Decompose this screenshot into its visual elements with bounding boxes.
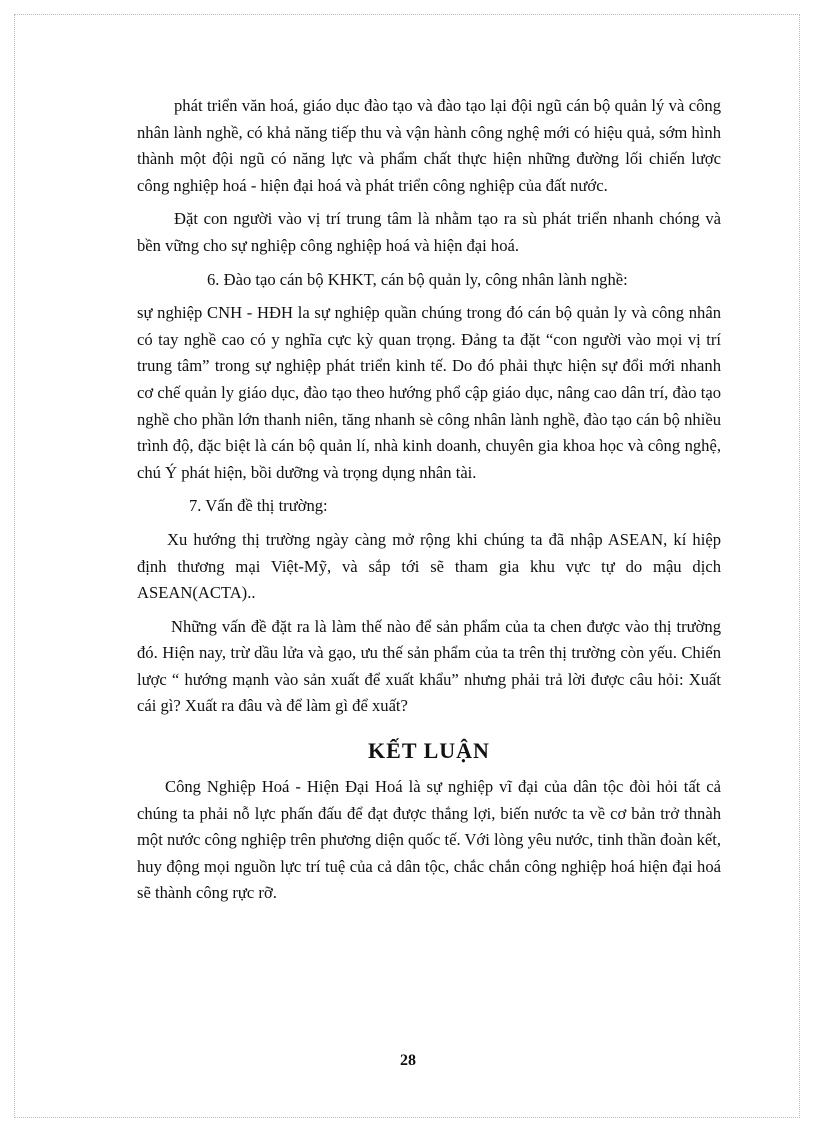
paragraph-training-cadres: sự nghiệp CNH - HĐH la sự nghiệp quần chúng trong đó cán bộ quản ly và công nhân có tay nghề cao có y nghĩa cực kỳ quan trọng. Đảng ta đặt “con người vào mọi vị trí trung tâm” trong sự nghiệp phát triển kinh tế. Do đó phải thực hiện sự đổi mới nhanh cơ chế quản ly giáo dục, đào tạo theo hướng phổ cập giáo dục, nâng cao dân trí, đào tạo nghề cho phần lớn thanh niên, tăng nhanh sè công nhân lành nghề, đào tạo cán bộ nhiều trình độ, đặc biệt là cán bộ quản lí, nhà kinh doanh, chuyên gia khoa học và công nghệ, chú Ý phát hiện, bồi dưỡng và trọng dụng nhân tài. bbox=[137, 303, 721, 482]
paragraph-market-trend: Xu hướng thị trường ngày càng mở rộng khi chúng ta đã nhập ASEAN, kí hiệp định thương mại Việt-Mỹ, và sắp tới sẽ tham gia khu vực tự do mậu dịch ASEAN(ACTA).. bbox=[137, 529, 721, 603]
page-number: 28 bbox=[400, 1052, 416, 1069]
section-heading-6: 6. Đào tạo cán bộ KHKT, cán bộ quản ly, công nhân lành nghề: bbox=[207, 269, 628, 289]
paragraph-conclusion: Công Nghiệp Hoá - Hiện Đại Hoá là sự nghiệp vĩ đại của dân tộc đòi hỏi tất cả chúng ta phải nỗ lực phấn đấu để đạt được thắng lợi, biến nước ta về cơ bản trở thnàh một nước công nghiệp trên phương diện quốc tế. Với lòng yêu nước, tinh thần đoàn kết, huy động mọi nguồn lực trí tuệ của cả dân tộc, chắc chắn công nghiệp hoá hiện đại hoá sẽ thành công rực rỡ. bbox=[137, 777, 721, 903]
paragraph-education-workforce: phát triển văn hoá, giáo dục đào tạo và đào tạo lại đội ngũ cán bộ quản lý và công nhân lành nghề, có khả năng tiếp thu và vận hành công nghệ mới có hiệu quả, sớm hình thành một đội ngũ có năng lực và phẩm chất thực hiện những đường lối chiến lược công nghiệp hoá - hiện đại hoá và phát triển công nghiệp của đất nước. bbox=[137, 96, 721, 195]
document-page bbox=[137, 93, 721, 907]
section-heading-7: 7. Vấn đề thị trường: bbox=[189, 496, 328, 516]
paragraph-people-centered: Đặt con người vào vị trí trung tâm là nhằm tạo ra sù phát triển nhanh chóng và bền vững cho sự nghiệp công nghiệp hoá và hiện đại hoá. bbox=[137, 209, 721, 255]
conclusion-title: KẾT LUẬN bbox=[368, 738, 490, 764]
paragraph-market-issues: Những vấn đề đặt ra là làm thế nào để sản phẩm của ta chen được vào thị trường đó. Hiện nay, trừ dầu lửa và gạo, ưu thế sản phẩm của ta trên thị trường còn yếu. Chiến lược “ hướng mạnh vào sản xuất để xuất khẩu” nhưng phải trả lời được câu hỏi: Xuất cái gì? Xuất ra đâu và để làm gì để xuất? bbox=[137, 616, 721, 716]
